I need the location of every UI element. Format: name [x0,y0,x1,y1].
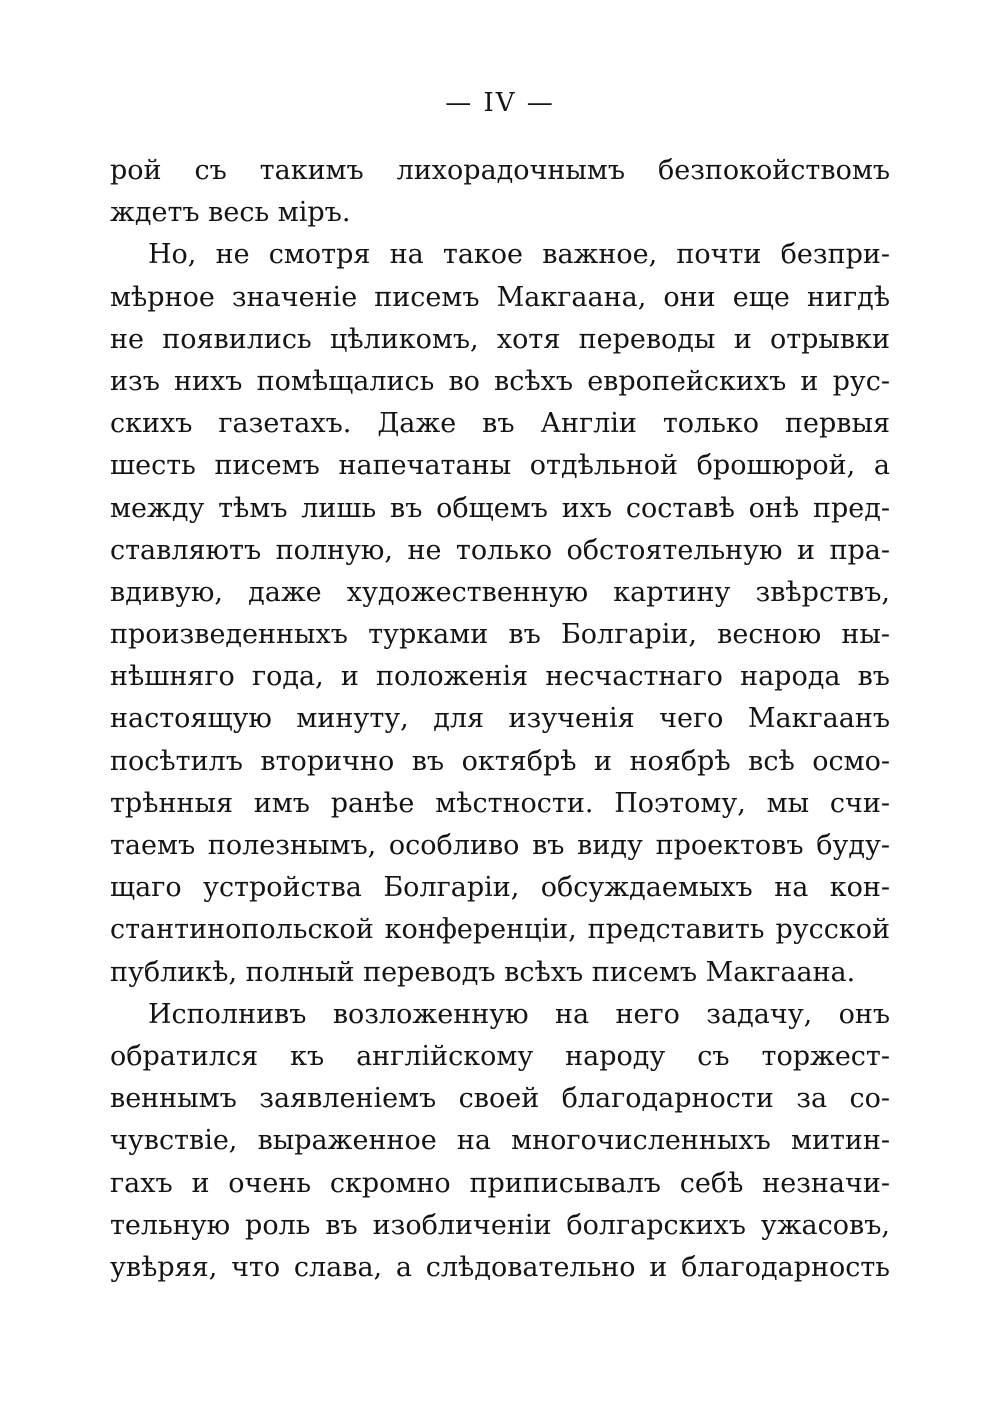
text-line: ждетъ весь міръ. [110,197,351,229]
text-line: изъ нихъ помѣщались во всѣхъ европейскихъ и рус- [110,365,890,397]
text-line: щаго устройства Болгаріи, обсуждаемыхъ на кон- [110,872,890,904]
text-line: шесть писемъ напечатаны отдѣльной брошюрой, а [110,450,890,482]
text-line: увѣряя, что слава, а слѣдовательно и благодарность [110,1251,890,1283]
text-line: нѣшняго года, и положенія несчастнаго народа въ [110,661,890,693]
text-line: рой съ такимъ лихорадочнымъ безпокойствомъ [110,155,890,186]
text-line: трѣнныя имъ ранѣе мѣстности. Поэтому, мы счи- [110,787,890,819]
text-line: чувствіе, выраженное на многочисленныхъ митин- [110,1125,890,1157]
text-line: настоящую минуту, для изученія чего Макгаанъ [110,703,890,735]
text-line: Но, не смотря на такое важное, почти безпри- [148,239,890,271]
text-line: стантинопольской конференціи, представить русской [110,914,890,946]
text-line: посѣтилъ вторично въ октябрѣ и ноябрѣ всѣ осмо- [110,745,890,777]
text-line: обратился къ англійскому народу съ торжест- [110,1040,890,1072]
text-line: гахъ и очень скромно приписывалъ себѣ незначи- [110,1167,890,1199]
text-line: между тѣмъ лишь въ общемъ ихъ составѣ онѣ пред- [110,492,890,524]
text-line: Исполнивъ возложенную на него задачу, онъ [148,998,890,1030]
paragraph [110,994,890,1289]
text-line: таемъ полезнымъ, особливо въ виду проектовъ буду- [110,830,890,861]
text-line: произведенныхъ турками въ Болгаріи, весною ны- [110,619,890,651]
text-line: скихъ газетахъ. Даже въ Англіи только первыя [110,408,890,440]
page-number: — IV — [445,88,555,118]
text-line: веннымъ заявленіемъ своей благодарности за со- [110,1083,890,1115]
text-line: мѣрное значеніе писемъ Макгаана, они еще нигдѣ [110,281,890,313]
text-line: ставляютъ полную, не только обстоятельную и пра- [110,534,890,566]
paragraph [110,150,890,234]
paragraph [110,234,890,993]
text-line: не появились цѣликомъ, хотя переводы и отрывки [110,323,890,355]
text-line: тельную роль въ изобличеніи болгарскихъ ужасовъ, [110,1209,890,1241]
text-line: вдивую, даже художественную картину звѣрствъ, [110,576,890,608]
text-line: публикѣ, полный переводъ всѣхъ писемъ Макгаана. [110,956,856,988]
body-text [110,150,890,1289]
